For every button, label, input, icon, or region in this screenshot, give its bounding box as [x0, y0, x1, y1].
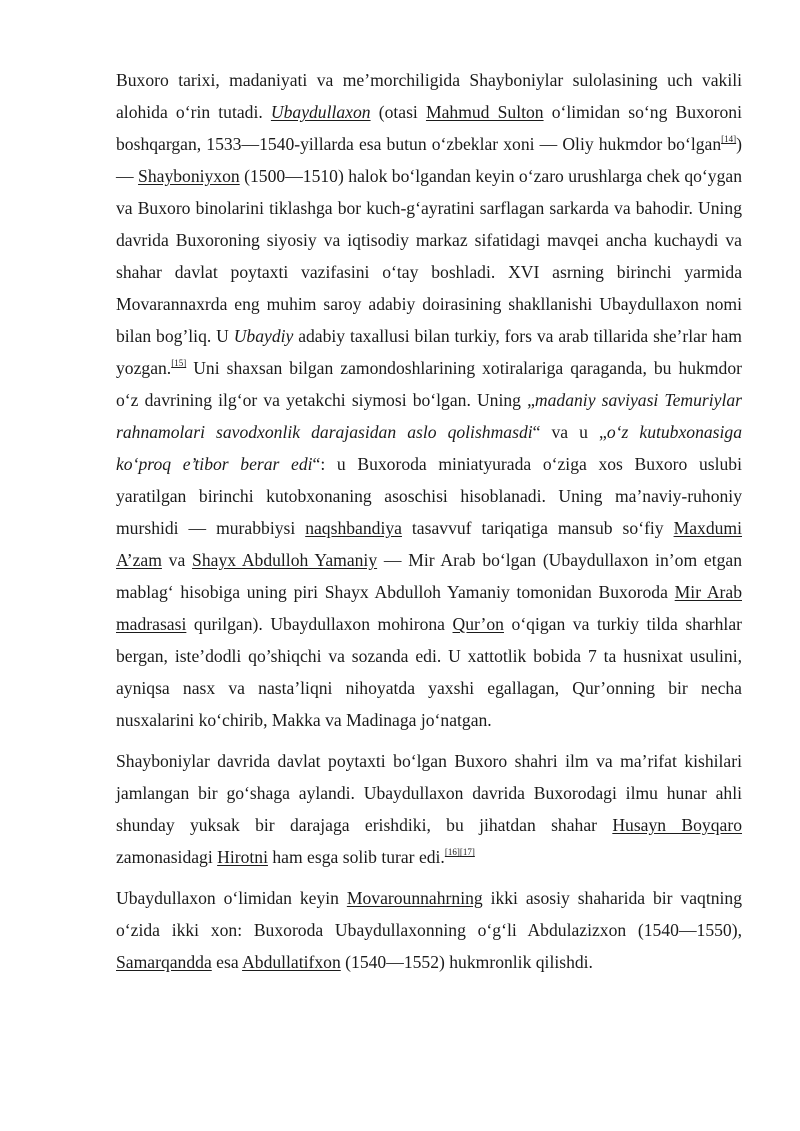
link-husayn-boyqaro[interactable]: Husayn Boyqaro — [612, 815, 742, 835]
footnote-ref-16[interactable]: [16] — [444, 847, 460, 857]
link-shayboniyxon[interactable]: Shayboniyxon — [138, 166, 240, 186]
text: qurilgan). Ubaydullaxon mohirona — [186, 614, 453, 634]
text: (1500—1510) halok bo‘lgandan keyin o‘zaro urushlarga chek qo‘ygan va Buxoro binolarini tiklashga bor kuch-g‘ayratini sarflagan sarkarda va bahodir. Uning davrida Buxoroning siyosiy va iqtisodiy markaz sifatidagi mavqei ancha kuchaydi va shahar davlat poytaxti vazifasini o‘tay boshladi. XVI asrning birinchi yarmida Movarannaxrda eng muhim saroy adabiy doirasining shakllanishi Ubaydullaxon nomi bilan bog’liq. U — [116, 166, 742, 346]
text: o‘qigan va turkiy tilda sharhlar bergan, iste’dodli qo’shiqchi va sozanda edi. U xattotlik bobida 7 ta husnixat usulini, ayniqsa nasx va nasta’liqni nihoyatda yaxshi egallagan, Qur’onning bir necha nusxalarini ko‘chirib, Makka va Madinaga jo‘natgan. — [116, 614, 742, 730]
paragraph-ubaydullaxon — [116, 64, 742, 736]
link-quron[interactable]: Qur’on — [452, 614, 504, 634]
text: Buxoro tarixi, madaniyati va me’morchiligida Shayboniylar sulolasining uch vakili alohida o‘rin tutadi. — [116, 70, 742, 122]
link-shayx-abdulloh-yamaniy[interactable]: Shayx Abdulloh Yamaniy — [192, 550, 378, 570]
text: Shayboniylar davrida davlat poytaxti bo‘lgan Buxoro shahri ilm va ma’rifat kishilari jamlangan bir go‘shaga aylandi. Ubaydullaxon davrida Buxorodagi ilmu hunar ahli shunday yuksak bir darajaga erishdiki, bu jihatdan shahar — [116, 751, 742, 835]
text: esa — [211, 952, 243, 972]
footnote-ref-17[interactable]: [17] — [459, 847, 475, 857]
quote-cultural-level: madaniy saviyasi Temuriylar rahnamolari savodxonlik darajasidan aslo qolishmasdi — [116, 390, 742, 442]
link-maxdumi-azam[interactable]: Maxdumi A’zam — [116, 518, 742, 570]
footnote-ref-15[interactable]: [15] — [171, 358, 187, 368]
paragraph-after-death — [116, 882, 742, 978]
text: “ va u „ — [532, 422, 607, 442]
text: (otasi — [370, 102, 426, 122]
ubaydiy-pen-name: Ubaydiy — [233, 326, 294, 346]
text: zamonasidagi — [116, 847, 218, 867]
link-hirotni[interactable]: Hirotni — [217, 847, 268, 867]
text: Uni shaxsan bilgan zamondoshlarining xotiralariga qaraganda, bu hukmdor o‘z davrining ilg‘or va yetakchi siymosi bo‘lgan. Uning „ — [116, 358, 742, 410]
paragraph-bukhara-capital — [116, 745, 742, 873]
link-abdullatifxon[interactable]: Abdullatifxon — [242, 952, 341, 972]
footnote-ref-14[interactable]: [14] — [721, 134, 737, 144]
text: Ubaydullaxon o‘limidan keyin — [116, 888, 347, 908]
text: o‘limidan so‘ng Buxoroni boshqargan, 1533—1540-yillarda esa butun o‘zbeklar xoni — Oliy hukmdor bo‘lgan — [116, 102, 742, 154]
text: — Mir Arab bo‘lgan (Ubaydullaxon in’om etgan mablag‘ hisobiga uning piri Shayx Abdulloh Yamaniy tomonidan Buxoroda — [116, 550, 742, 602]
text: (1540—1552) hukmronlik qilishdi. — [340, 952, 593, 972]
quote-library: o‘z kutubxonasiga ko‘proq e’tibor berar edi — [116, 422, 742, 474]
text: va — [161, 550, 193, 570]
text: ) — — [116, 134, 742, 186]
link-mahmud-sulton[interactable]: Mahmud Sulton — [425, 102, 544, 122]
link-movarounnahr[interactable]: Movarounnahrning — [346, 888, 483, 908]
link-naqshbandiya[interactable]: naqshbandiya — [305, 518, 402, 538]
text: ham esga solib turar edi. — [267, 847, 445, 867]
text: “: u Buxoroda miniatyurada o‘ziga xos Buxoro uslubi yaratilgan birinchi kutobxonaning asoschisi hisoblanadi. Uning ma’naviy-ruhoniy murshidi — murabbiysi — [116, 454, 742, 538]
link-mir-arab-madrasasi[interactable]: Mir Arab madrasasi — [116, 582, 742, 634]
text: tasavvuf tariqatiga mansub so‘fiy — [401, 518, 674, 538]
link-ubaydullaxon[interactable]: Ubaydullaxon — [270, 102, 371, 122]
link-samarqand[interactable]: Samarqandda — [116, 952, 212, 972]
text: adabiy taxallusi bilan turkiy, fors va arab tillarida she’rlar ham yozgan. — [116, 326, 742, 378]
text: ikki asosiy shaharida bir vaqtning o‘zida ikki xon: Buxoroda Ubaydullaxonning o‘g‘li Abdulazizxon (1540—1550), — [116, 888, 742, 940]
